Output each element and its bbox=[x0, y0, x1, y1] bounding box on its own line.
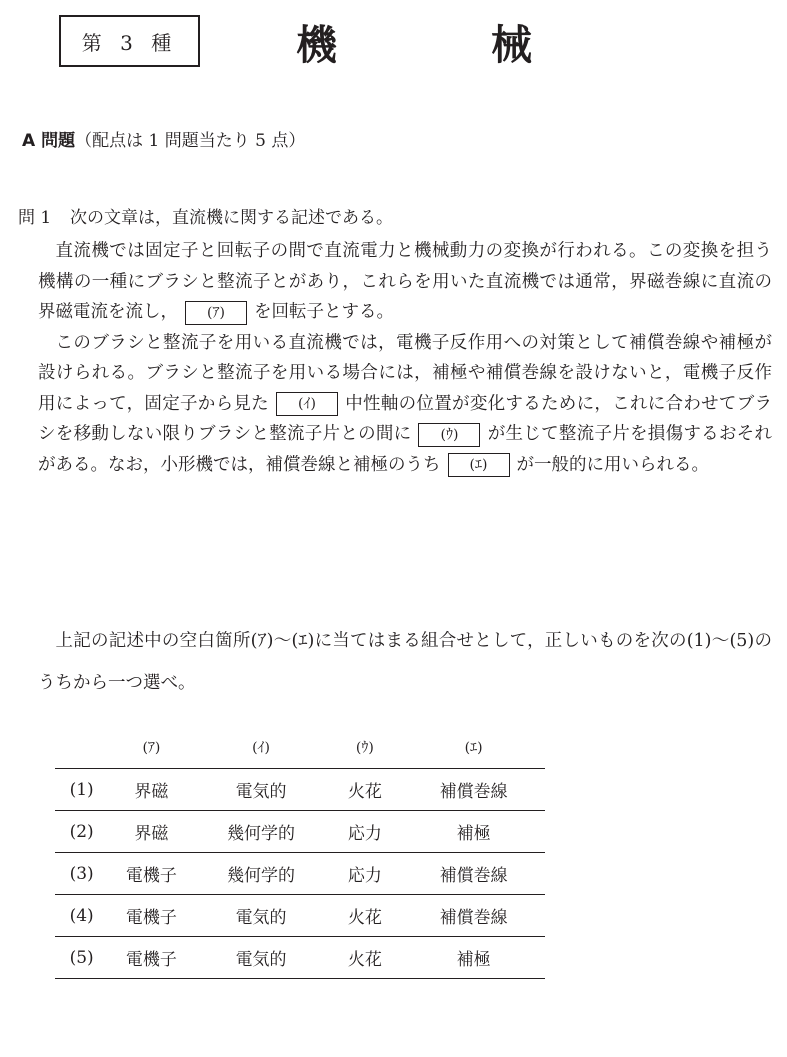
header-cell bbox=[55, 726, 108, 769]
subject-char-1: 機 bbox=[296, 20, 337, 69]
choice-cell: 火花 bbox=[328, 937, 403, 979]
choice-cell: 電気的 bbox=[195, 937, 328, 979]
choice-row bbox=[55, 937, 545, 979]
choice-cell: 幾何学的 bbox=[195, 811, 328, 853]
section-lead: A 問題 bbox=[22, 131, 76, 151]
passage-text: を回転子とする。 bbox=[254, 302, 394, 322]
passage-text: このブラシと整流子を用いる直流機では，電機子反作用への対策として補償巻線や補極が設けられる。ブラシと整流子を用いる場合には，補極や補償巻線を設けないと，電機子反作用によって，固定子から見た bbox=[38, 332, 772, 414]
choice-row bbox=[55, 769, 545, 811]
choice-cell: 電気的 bbox=[195, 769, 328, 811]
choice-cell: 補償巻線 bbox=[402, 853, 545, 895]
passage-paragraph-1 bbox=[38, 236, 772, 328]
question-number: 問 1 bbox=[18, 208, 52, 228]
choice-cell: 補償巻線 bbox=[402, 895, 545, 937]
blank-b: (ｲ) bbox=[276, 392, 338, 416]
header-cell: (ｲ) bbox=[195, 726, 328, 769]
blank-a: (ｱ) bbox=[185, 301, 247, 325]
choice-number: (3) bbox=[55, 853, 108, 895]
section-heading bbox=[22, 126, 305, 151]
choice-row bbox=[55, 895, 545, 937]
subject-char-2: 械 bbox=[491, 20, 532, 69]
header-cell: (ｱ) bbox=[108, 726, 194, 769]
header-cell: (ｳ) bbox=[328, 726, 403, 769]
choice-cell: 界磁 bbox=[108, 811, 194, 853]
choice-cell: 応力 bbox=[328, 853, 403, 895]
choice-number: (1) bbox=[55, 769, 108, 811]
choice-number: (2) bbox=[55, 811, 108, 853]
passage-paragraph-2 bbox=[38, 328, 772, 481]
choice-number: (5) bbox=[55, 937, 108, 979]
choice-cell: 火花 bbox=[328, 769, 403, 811]
choice-row bbox=[55, 811, 545, 853]
choice-cell: 電機子 bbox=[108, 895, 194, 937]
passage-text: が生じて整流子片を損傷するおそれがある。なお，小形機では，補償巻線と補極のうち bbox=[38, 424, 773, 475]
question-intro-text: 次の文章は，直流機に関する記述である。 bbox=[70, 208, 393, 228]
choice-cell: 応力 bbox=[328, 811, 403, 853]
choice-cell: 界磁 bbox=[108, 769, 194, 811]
choice-row bbox=[55, 853, 545, 895]
question-intro bbox=[18, 203, 393, 228]
choice-cell: 火花 bbox=[328, 895, 403, 937]
header-cell: (ｴ) bbox=[402, 726, 545, 769]
choice-cell: 電気的 bbox=[195, 895, 328, 937]
section-note: （配点は 1 問題当たり 5 点） bbox=[75, 131, 306, 151]
choice-cell: 補極 bbox=[402, 937, 545, 979]
passage-text: 中性軸の位置が変化するために，これに合わせてブラシを移動しない限りブラシと整流子片との間に bbox=[38, 393, 773, 444]
blank-d: (ｴ) bbox=[448, 453, 510, 477]
choice-cell: 補極 bbox=[402, 811, 545, 853]
choice-cell: 幾何学的 bbox=[195, 853, 328, 895]
passage-text: 直流機では固定子と回転子の間で直流電力と機械動力の変換が行われる。この変換を担う機構の一種にブラシと整流子とがあり，これらを用いた直流機では通常，界磁巻線に直流の界磁電流を流し， bbox=[38, 241, 772, 322]
choice-cell: 電機子 bbox=[108, 937, 194, 979]
subject-title bbox=[296, 13, 532, 69]
instruction-text: 上記の記述中の空白箇所(ｱ)～(ｴ)に当てはまる組合せとして，正しいものを次の(1)～(5)のうちから一つ選べ。 bbox=[38, 631, 772, 693]
choices-table bbox=[55, 726, 545, 979]
exam-type-label: 第 3 種 bbox=[81, 30, 178, 55]
blank-c: (ｳ) bbox=[418, 423, 480, 447]
passage-text: が一般的に用いられる。 bbox=[516, 454, 709, 475]
choices-header-row bbox=[55, 726, 545, 769]
exam-type-box bbox=[59, 15, 200, 67]
choice-cell: 補償巻線 bbox=[402, 769, 545, 811]
question-passage bbox=[38, 236, 772, 480]
choice-cell: 電機子 bbox=[108, 853, 194, 895]
question-instruction bbox=[38, 620, 772, 704]
choice-number: (4) bbox=[55, 895, 108, 937]
